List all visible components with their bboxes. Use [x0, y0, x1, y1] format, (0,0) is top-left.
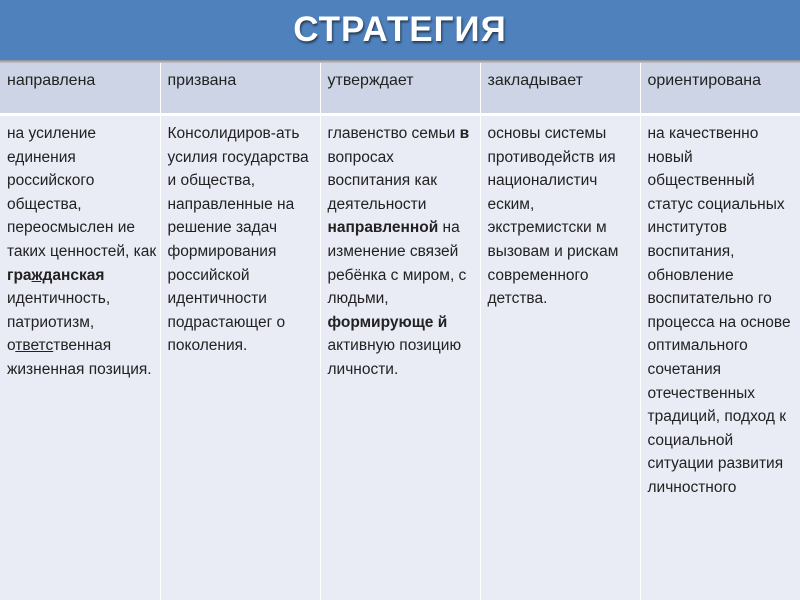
cell-orientirovana: [640, 115, 800, 600]
cell5-text: на качественно новый общественный статус социальных институтов воспитания, обновление воспитательно го процесса на основе оптимального сочетания отечественных традиций, подход к социальной ситуации развития личностного: [647, 125, 791, 496]
cell-napravlena: [0, 115, 160, 600]
cell3-bold-3: формирующе й: [327, 313, 448, 331]
header-zakladyvaet: закладывает: [480, 63, 640, 115]
cell2-text: Консолидиров-ать усилия государства и общества, направленные на решение задач формирования российской идентичности подрастающег о поколения.: [167, 125, 309, 355]
cell3-bold-1: в: [459, 125, 470, 142]
header-utverzhdaet: утверждает: [320, 63, 480, 115]
cell1-underline: тветс: [15, 337, 54, 355]
cell1-text-2: идентичность, патриотизм, о: [7, 290, 111, 355]
cell1-text-3: твенная жизненная позиция.: [7, 337, 152, 378]
strategy-table: [0, 63, 800, 600]
cell3-bold-2: направленной: [327, 219, 439, 237]
cell-prizvana: [160, 115, 320, 600]
cell1-bold-underline: жд: [31, 266, 53, 284]
cell3-text-4: активную позицию личности.: [327, 337, 462, 378]
slide-title: СТРАТЕГИЯ: [293, 10, 507, 49]
cell3-text-1: главенство семьи: [327, 125, 460, 142]
cell4-text: основы системы противодейств ия националистич еским, экстремистски м вызовам и рискам современного детства.: [487, 125, 619, 308]
cell1-bold-2: анская: [52, 266, 105, 284]
cell-utverzhdaet: [320, 115, 480, 600]
header-napravlena: направлена: [0, 63, 160, 115]
title-bar: [0, 0, 800, 60]
header-prizvana: призвана: [160, 63, 320, 115]
cell1-text-1: на усиление единения российского общества, переосмыслен ие таких ценностей, как: [7, 125, 157, 260]
cell1-bold-1: гра: [7, 266, 32, 284]
cell3-text-3: на изменение связей ребёнка с миром, с людьми,: [327, 219, 467, 308]
header-orientirovana: ориентирована: [640, 63, 800, 115]
table-row: [0, 115, 800, 600]
cell3-text-2: вопросах воспитания как деятельности: [327, 148, 437, 213]
table-header-row: [0, 63, 800, 115]
cell-zakladyvaet: [480, 115, 640, 600]
